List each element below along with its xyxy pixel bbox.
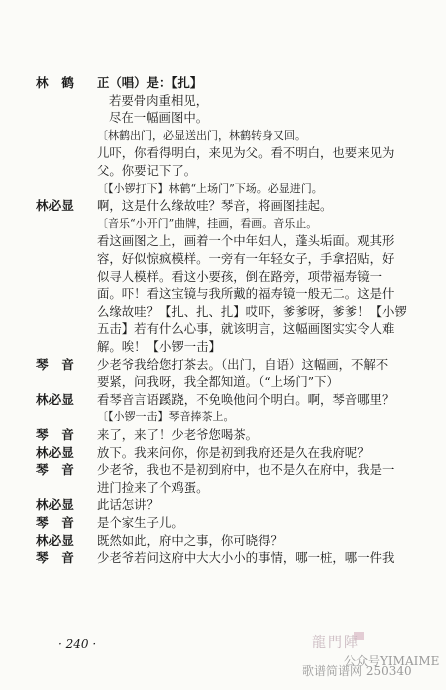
dialogue-line: 父。你要记下了。 (97, 163, 197, 178)
stage-direction: 〔【小锣打下】林鹤“上场门”下场。必显进门。 (97, 181, 323, 195)
dialogue-line: 要紧，问我呀，我全都知道。（“上场门”下） (97, 374, 339, 390)
dialogue-line: 既然如此，府中之事，你可晓得？ (97, 532, 283, 548)
page-number: · 240 · (58, 637, 97, 651)
watermark-footer: 歌谱简谱网 250340 (302, 664, 412, 678)
dialogue-line: 若要骨肉重相见， (109, 92, 209, 108)
dialogue-line: 此话怎讲？ (97, 497, 159, 513)
dialogue-line: 五击】若有什么心事，就该明言，这幅画图实实令人难 (97, 321, 395, 337)
dialogue-line: 进门捡来了个鸡蛋。 (97, 479, 209, 495)
speaker-name: 林必显 (36, 391, 74, 407)
dialogue-line: 少老爷若问这府中大大小小的事情，哪一桩，哪一件我 (97, 550, 395, 566)
dialogue-line: 是个家生子儿。 (97, 515, 184, 530)
dialogue-line: 啊，这是什么缘故哇？琴音，将画图挂起。 (97, 198, 333, 214)
watermark-brand: 龍門陣 (312, 635, 360, 651)
speaker-name: 琴 音 (36, 550, 74, 566)
dialogue-line: 解。唉！【小锣一击】 (97, 339, 221, 354)
watermark-site: 公众号YIMAIME (344, 654, 440, 668)
dialogue-line: 儿吓，你看得明白，来见为父。看不明白，也要来见为 (97, 145, 395, 161)
dialogue-line: 面。吓！看这宝镜与我所戴的福寿镜一般无二。这是什 (97, 286, 395, 302)
dialogue-line: 似寻人模样。看这小要孩，倒在路旁，项带福寿镜一 (97, 268, 382, 284)
dialogue-line: 么缘故哇？【扎、扎、扎】哎吓，爹爹呀，爹爹！【小锣 (97, 303, 407, 319)
dialogue-line: 来了，来了！少老爷您喝茶。 (97, 427, 259, 442)
speaker-name: 林必显 (36, 198, 74, 214)
speaker-name: 琴 音 (36, 515, 74, 530)
stage-direction: 〔林鹤出门，必显送出门，林鹤转身又回。 (97, 128, 306, 142)
speaker-name: 林必显 (36, 444, 74, 460)
dialogue-line: 少老爷，我也不是初到府中，也不是久在府中，我是一 (97, 462, 395, 478)
speaker-name: 林必显 (36, 532, 74, 548)
dialogue-line: 尽在一幅画图中。 (109, 110, 209, 126)
speaker-name: 琴 音 (36, 427, 74, 442)
speaker-name: 琴 音 (36, 356, 74, 372)
stage-direction: 〔音乐“小开门”曲牌，挂画，看画。音乐止。 (97, 216, 318, 230)
dialogue-line: 容，好似惊疯模样。一旁有一年轻女子，手拿招贴，好 (97, 251, 395, 266)
dialogue-line: 看这画图之上，画着一个中年妇人，蓬头垢面。观其形 (97, 233, 395, 249)
dialogue-line: 正（唱）是：【扎】 (97, 75, 203, 90)
dialogue-line: 放下。我来问你，你是初到我府还是久在我府呢？ (97, 444, 370, 460)
stage-direction: 〔【小锣一击】琴音捧茶上。 (97, 410, 235, 424)
dialogue-line: 看琴音言语蹊跷，不免唤他问个明白。啊，琴音哪里？ (97, 391, 395, 407)
speaker-name: 琴 音 (36, 462, 74, 478)
dialogue-line: 少老爷我给您打茶去。（出门，自语）这幅画，不解不 (97, 356, 389, 372)
speaker-name: 林 鹤 (36, 75, 74, 90)
speaker-name: 林必显 (36, 497, 74, 513)
